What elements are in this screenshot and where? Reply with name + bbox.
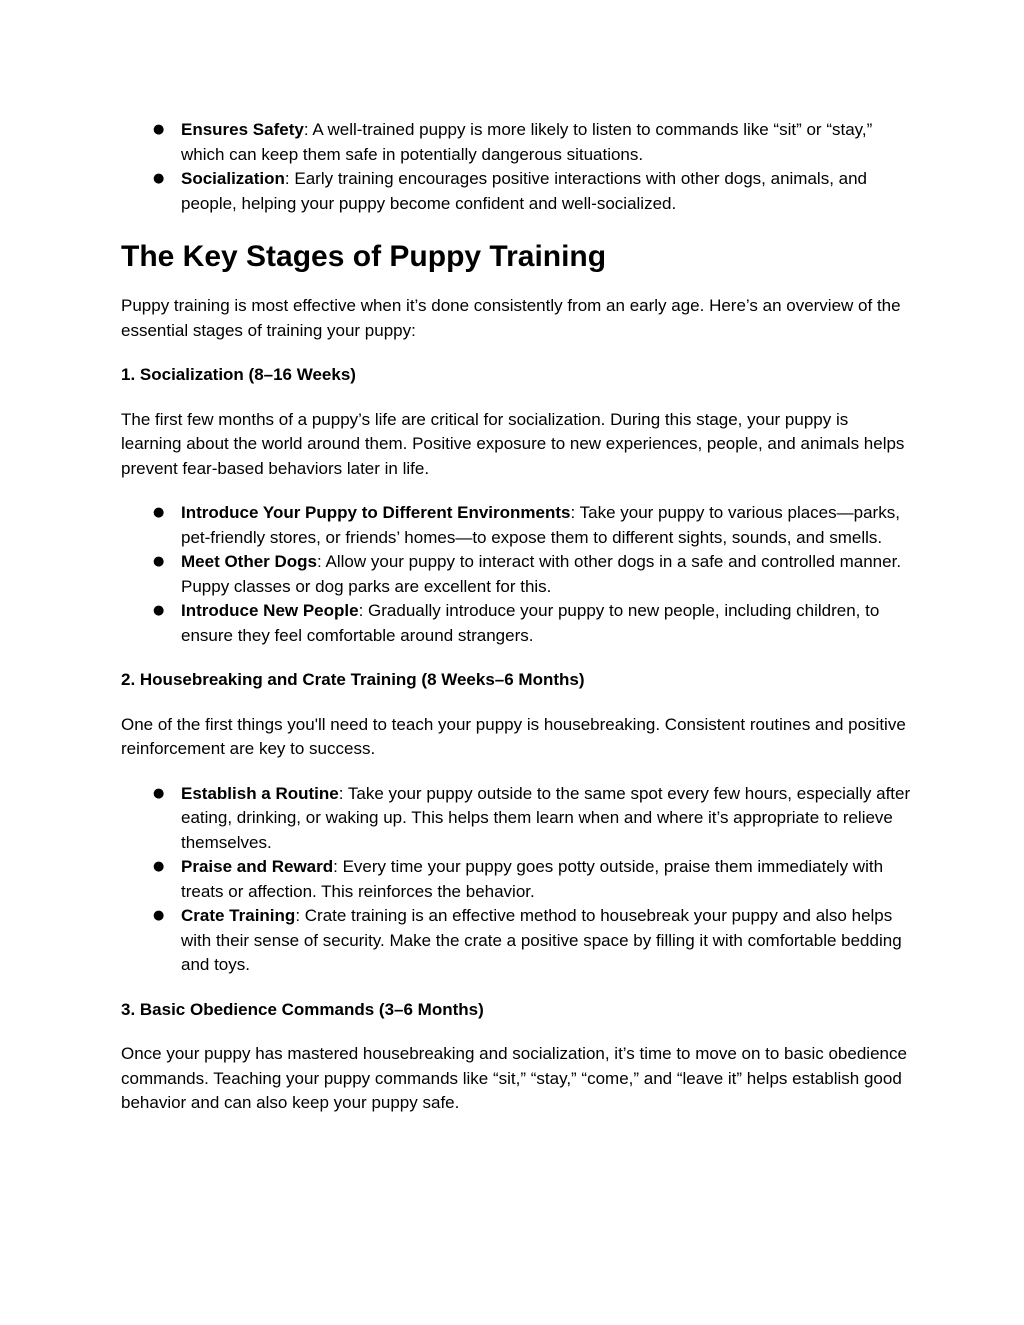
stage-heading: 2. Housebreaking and Crate Training (8 Weeks–6 Months) bbox=[121, 670, 585, 689]
bullet-text: : Take your puppy to various places—parks, pet-friendly stores, or friends’ homes—to expose them to different sights, sounds, and smells. bbox=[181, 503, 900, 547]
list-item bbox=[121, 118, 911, 167]
bullet-term: Socialization bbox=[181, 169, 285, 188]
bullet-term: Crate Training bbox=[181, 906, 296, 925]
stage-heading: 3. Basic Obedience Commands (3–6 Months) bbox=[121, 999, 484, 1019]
stage-paragraph: The first few months of a puppy’s life are critical for socialization. During this stage, your puppy is learning about the world around them. Positive exposure to new experiences, people, and animals helps prevent fear-based behaviors later in life. bbox=[121, 409, 905, 478]
document-page bbox=[121, 118, 911, 1116]
list-item bbox=[121, 855, 911, 904]
list-item bbox=[121, 550, 911, 599]
section-intro: Puppy training is most effective when it’s done consistently from an early age. Here’s an overview of the essential stages of training your puppy: bbox=[121, 296, 901, 340]
bullet-text: : Allow your puppy to interact with other dogs in a safe and controlled manner. Puppy classes or dog parks are excellent for this. bbox=[181, 552, 902, 596]
bullet-term: Ensures Safety bbox=[181, 120, 304, 139]
bullet-term: Establish a Routine bbox=[181, 783, 339, 803]
stage-paragraph: Once your puppy has mastered housebreaking and socialization, it’s time to move on to basic obedience commands. Teaching your puppy commands like “sit,” “stay,” “come,” and “leave it” helps establish good behavior and can also keep your puppy safe. bbox=[121, 1044, 907, 1112]
intro-bullet-list bbox=[121, 118, 911, 216]
bullet-term: Praise and Reward bbox=[181, 857, 334, 876]
stage-bullet-list bbox=[121, 782, 911, 978]
bullet-term: Introduce Your Puppy to Different Environments bbox=[181, 503, 571, 522]
list-item bbox=[121, 599, 911, 648]
stage-paragraph: One of the first things you'll need to teach your puppy is housebreaking. Consistent routines and positive reinforcement are key to success. bbox=[121, 714, 906, 758]
section-title: The Key Stages of Puppy Training bbox=[121, 240, 607, 273]
list-item bbox=[121, 501, 911, 550]
list-item bbox=[121, 167, 911, 216]
bullet-text: : Early training encourages positive interactions with other dogs, animals, and people, helping your puppy become confident and well-socialized. bbox=[181, 169, 868, 213]
bullet-text: : Every time your puppy goes potty outside, praise them immediately with treats or affection. This reinforces the behavior. bbox=[181, 857, 884, 901]
stage-heading: 1. Socialization (8–16 Weeks) bbox=[121, 365, 356, 384]
bullet-text: : A well-trained puppy is more likely to listen to commands like “sit” or “stay,” which can keep them safe in potentially dangerous situations. bbox=[181, 120, 873, 164]
list-item bbox=[121, 782, 911, 856]
bullet-term: Meet Other Dogs bbox=[181, 552, 318, 571]
bullet-text: : Gradually introduce your puppy to new people, including children, to ensure they feel comfortable around strangers. bbox=[181, 601, 880, 645]
list-item bbox=[121, 904, 911, 978]
bullet-text: : Crate training is an effective method to housebreak your puppy and also helps with their sense of security. Make the crate a positive space by filling it with comfortable bedding and toys. bbox=[181, 906, 902, 974]
bullet-text: : Take your puppy outside to the same spot every few hours, especially after eating, drinking, or waking up. This helps them learn when and where it’s appropriate to relieve themselves. bbox=[181, 783, 911, 852]
bullet-term: Introduce New People bbox=[181, 601, 359, 620]
stage-bullet-list bbox=[121, 501, 911, 648]
